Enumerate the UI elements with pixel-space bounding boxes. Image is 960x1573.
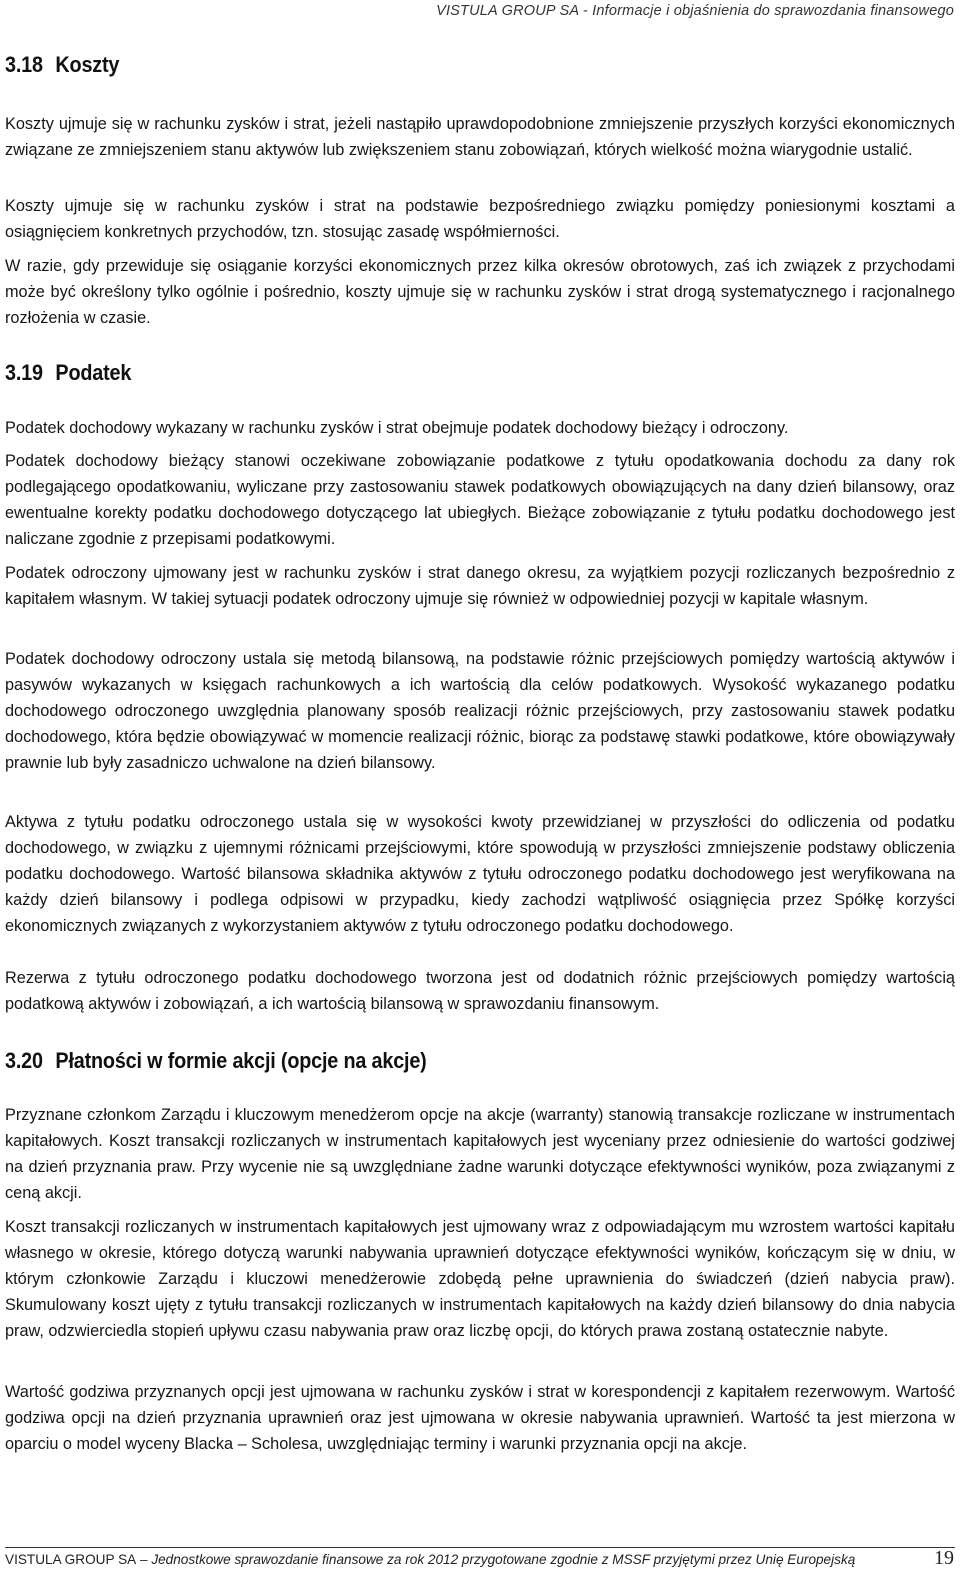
section-number: 3.19: [5, 360, 43, 385]
section-number: 3.20: [5, 1048, 43, 1073]
running-footer: VISTULA GROUP SA – Jednostkowe sprawozdanie finansowe za rok 2012 przygotowane zgodnie z MSSF przyjętymi przez Unię Europejską: [5, 1552, 856, 1567]
paragraph: Podatek odroczony ujmowany jest w rachunku zysków i strat danego okresu, za wyjątkiem pozycji rozliczanych bezpośrednio z kapitałem własnym. W takiej sytuacji podatek odroczony ujmuje się również w odpowiedniej pozycji w kapitale własnym.: [5, 564, 955, 608]
section-number: 3.18: [5, 52, 43, 77]
page-number: 19: [934, 1547, 954, 1569]
running-header: VISTULA GROUP SA - Informacje i objaśnienia do sprawozdania finansowego: [436, 3, 954, 19]
footer-description: Jednostkowe sprawozdanie finansowe za rok 2012 przygotowane zgodnie z MSSF przyjętymi przez Unię Europejską: [151, 1552, 856, 1567]
section-heading-platnosci-w-formie-akcji: [5, 1048, 427, 1074]
paragraph: Koszty ujmuje się w rachunku zysków i strat na podstawie bezpośredniego związku pomiędzy poniesionymi kosztami a osiągnięciem konkretnych przychodów, tzn. stosując zasadę współmierności.: [5, 197, 955, 241]
paragraph: Koszt transakcji rozliczanych w instrumentach kapitałowych jest ujmowany wraz z odpowiadającym mu wzrostem wartości kapitału własnego w okresie, którego dotyczą warunki nabywania uprawnień dotyczące efektywności wyników, kończącym się w dniu, w którym członkowie Zarządu i kluczowi menedżerowie zdobędą pełne uprawnienia do świadczeń (dzień nabycia praw). Skumulowany koszt ujęty z tytułu transakcji rozliczanych w instrumentach kapitałowych na każdy dzień bilansowy do dnia nabycia praw, odzwierciedla stopień upływu czasu nabywania praw oraz liczbę opcji, do których prawa zostaną ostatecznie nabyte.: [5, 1218, 955, 1340]
footer-divider: [5, 1547, 955, 1548]
paragraph: Przyznane członkom Zarządu i kluczowym menedżerom opcje na akcje (warranty) stanowią transakcje rozliczane w instrumentach kapitałowych. Koszt transakcji rozliczanych w instrumentach kapitałowych jest wyceniany przez odniesienie do wartości godziwej na dzień przyznania praw. Przy wycenie nie są uwzględniane żadne warunki dotyczące efektywności wyników, poza związanymi z ceną akcji.: [5, 1106, 955, 1202]
paragraph: Wartość godziwa przyznanych opcji jest ujmowana w rachunku zysków i strat w korespondencji z kapitałem rezerwowym. Wartość godziwa opcji na dzień przyznania uprawnień oraz jest ujmowana w okresie nabywania uprawnień. Wartość ta jest mierzona w oparciu o model wyceny Blacka – Scholesa, uwzględniając terminy i warunki przyznania opcji na akcje.: [5, 1383, 955, 1453]
paragraph: Koszty ujmuje się w rachunku zysków i strat, jeżeli nastąpiło uprawdopodobnione zmniejszenie przyszłych korzyści ekonomicznych związane ze zmniejszeniem stanu aktywów lub zwiększeniem stanu zobowiązań, których wielkość można wiarygodnie ustalić.: [5, 115, 955, 159]
paragraph: Aktywa z tytułu podatku odroczonego ustala się w wysokości kwoty przewidzianej w przyszłości do odliczenia od podatku dochodowego, w związku z ujemnymi różnicami przejściowymi, które spowodują w przyszłości zmniejszenie podstawy obliczenia podatku dochodowego. Wartość bilansowa składnika aktywów z tytułu odroczonego podatku dochodowego jest weryfikowana na każdy dzień bilansowy i podlega odpisowi w przypadku, kiedy zachodzi wątpliwość osiągnięcia przez Spółkę korzyści ekonomicznych związanych z wykorzystaniem aktywów z tytułu odroczonego podatku dochodowego.: [5, 813, 955, 935]
paragraph: Podatek dochodowy bieżący stanowi oczekiwane zobowiązanie podatkowe z tytułu opodatkowania dochodu za dany rok podlegającego opodatkowaniu, wyliczane przy zastosowaniu stawek podatkowych obowiązujących na dany dzień bilansowy, oraz ewentualne korekty podatku dochodowego dotyczącego lat ubiegłych. Bieżące zobowiązanie z tytułu podatku dochodowego jest naliczane zgodnie z przepisami podatkowymi.: [5, 452, 955, 548]
paragraph: W razie, gdy przewiduje się osiąganie korzyści ekonomicznych przez kilka okresów obrotowych, zaś ich związek z przychodami może być określony tylko ogólnie i pośrednio, koszty ujmuje się w rachunku zysków i strat drogą systematycznego i racjonalnego rozłożenia w czasie.: [5, 257, 955, 327]
paragraph: Podatek dochodowy wykazany w rachunku zysków i strat obejmuje podatek dochodowy bieżący i odroczony.: [5, 419, 789, 437]
section-heading-koszty: [5, 52, 119, 78]
section-heading-podatek: [5, 360, 131, 386]
paragraph: Rezerwa z tytułu odroczonego podatku dochodowego tworzona jest od dodatnich różnic przejściowych pomiędzy wartością podatkową aktywów i zobowiązań, a ich wartością bilansową w sprawozdaniu finansowym.: [5, 969, 955, 1013]
section-title: Koszty: [55, 52, 120, 77]
paragraph: Podatek dochodowy odroczony ustala się metodą bilansową, na podstawie różnic przejściowych pomiędzy wartością aktywów i pasywów wykazanych w księgach rachunkowych a ich wartością dla celów podatkowych. Wysokość wykazanego podatku dochodowego odroczonego uwzględnia planowany sposób realizacji różnic przejściowych, przy zastosowaniu stawek podatku dochodowego, która będzie obowiązywać w momencie realizacji różnic, biorąc za podstawę stawki podatkowe, które obowiązywały prawnie lub były zasadniczo uchwalone na dzień bilansowy.: [5, 650, 955, 772]
section-title: Płatności w formie akcji (opcje na akcje): [55, 1048, 427, 1073]
section-title: Podatek: [55, 360, 132, 385]
footer-company: VISTULA GROUP SA: [5, 1552, 137, 1567]
